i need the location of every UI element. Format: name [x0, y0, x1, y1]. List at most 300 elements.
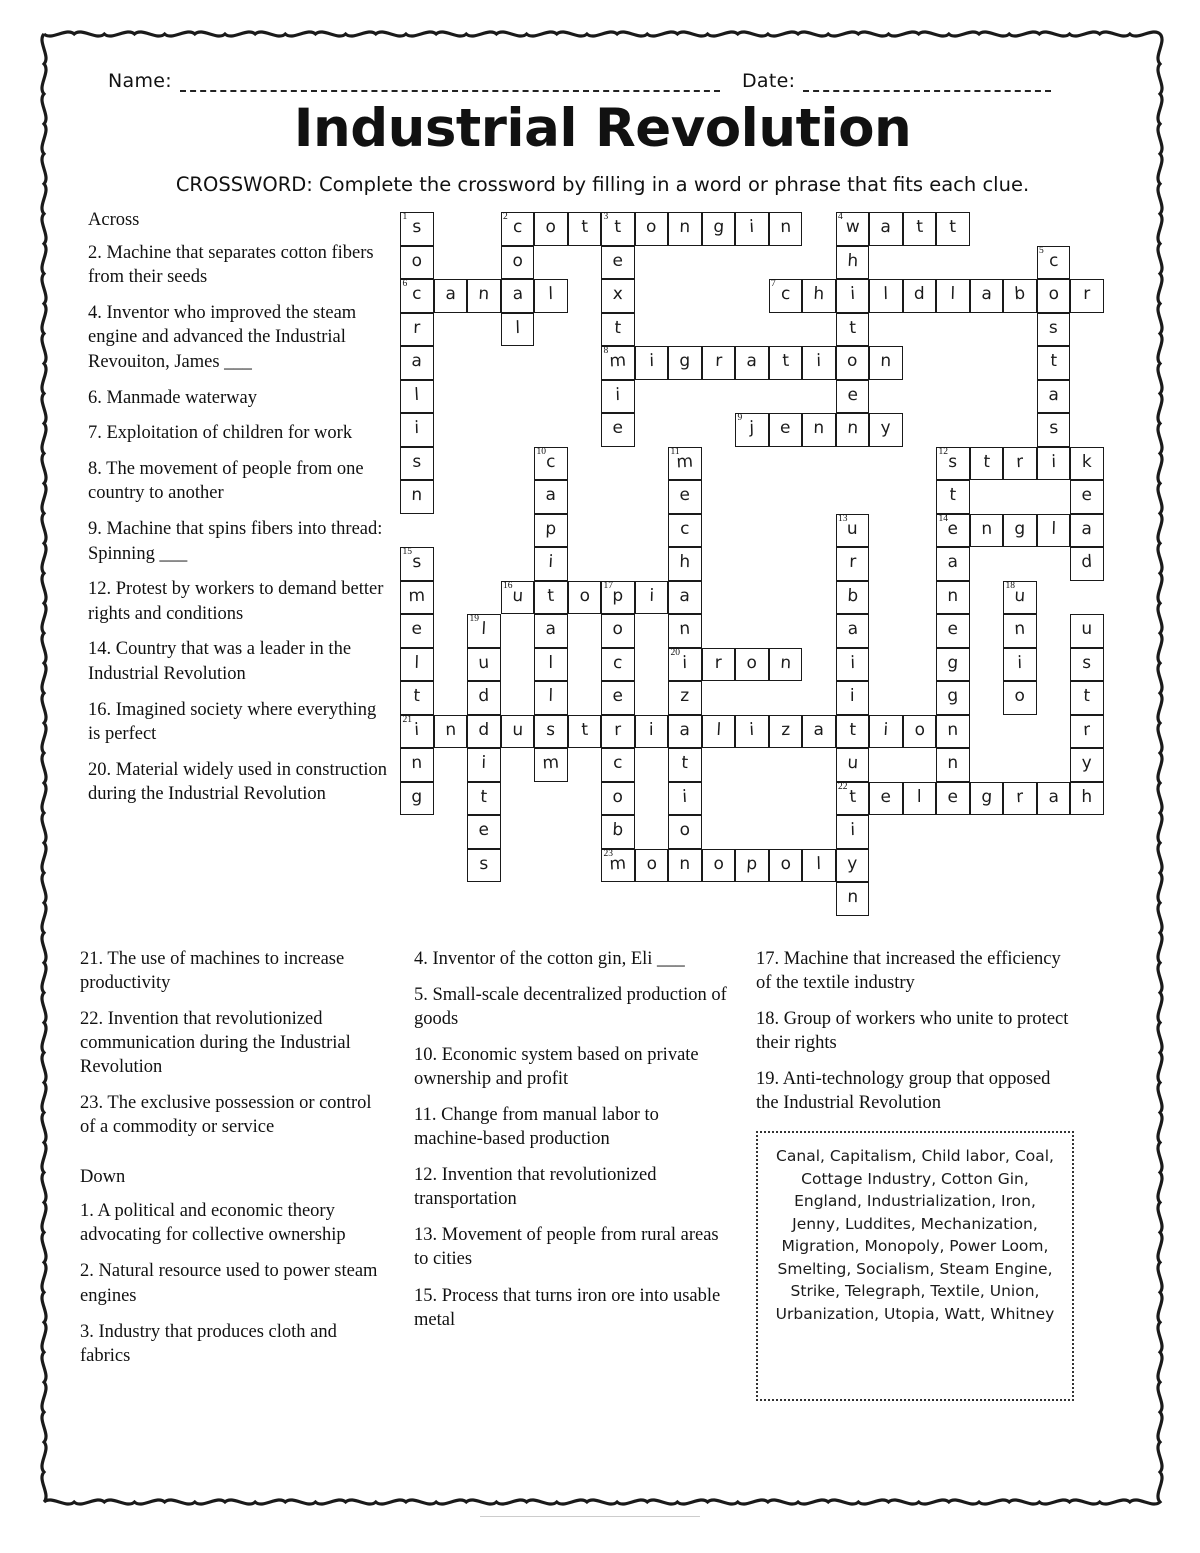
crossword-cell[interactable] — [802, 279, 836, 313]
crossword-cell[interactable] — [769, 715, 803, 749]
crossword-cell[interactable] — [668, 849, 702, 883]
cell-number: 11 — [670, 446, 680, 457]
crossword-cell[interactable] — [869, 413, 903, 447]
crossword-cell[interactable] — [668, 547, 702, 581]
clue-across-2: 2. Machine that separates cotton fibers from their seeds — [88, 242, 374, 288]
footer-divider — [480, 1516, 700, 1517]
cell-letter: a — [1080, 518, 1093, 539]
cell-number: 17 — [603, 580, 613, 591]
clue-down-15: 15. Process that turns iron ore into usable metal — [414, 1285, 721, 1330]
cell-letter: u — [1081, 619, 1093, 639]
crossword-cell[interactable] — [1037, 313, 1071, 347]
date-input-line[interactable] — [803, 72, 1051, 92]
crossword-cell[interactable] — [802, 413, 836, 447]
cell-letter: e — [611, 685, 624, 707]
clue-down-4: 4. Inventor of the cotton gin, Eli ___ — [414, 949, 685, 969]
crossword-cell[interactable] — [702, 715, 736, 749]
cell-letter: t — [948, 484, 957, 506]
cell-number: 4 — [838, 212, 843, 222]
crossword-cell[interactable] — [534, 614, 568, 648]
crossword-cell[interactable] — [400, 547, 434, 581]
crossword-cell[interactable] — [769, 212, 803, 246]
cell-letter: n — [980, 518, 992, 539]
crossword-cell[interactable] — [501, 581, 535, 615]
crossword-cell[interactable] — [735, 346, 769, 380]
crossword-cell[interactable] — [601, 849, 635, 883]
cell-number: 18 — [1005, 580, 1015, 591]
crossword-cell[interactable] — [534, 447, 568, 481]
crossword-cell[interactable] — [1037, 413, 1071, 447]
cell-letter: s — [1082, 652, 1092, 673]
clue-down-17: 17. Machine that increased the efficiency of the textile industry — [756, 949, 1061, 994]
crossword-cell[interactable] — [702, 346, 736, 380]
crossword-cell[interactable] — [501, 279, 535, 313]
cell-letter: e — [679, 484, 691, 506]
crossword-cell[interactable] — [601, 279, 635, 313]
crossword-cell[interactable] — [936, 212, 970, 246]
name-label: Name: — [108, 70, 172, 92]
crossword-cell[interactable] — [601, 681, 635, 715]
crossword-cell[interactable] — [1070, 748, 1104, 782]
crossword-cell[interactable] — [836, 681, 870, 715]
cell-letter: j — [749, 417, 755, 439]
cell-letter: h — [1081, 786, 1093, 807]
crossword-cell[interactable] — [836, 313, 870, 347]
cell-letter: r — [1082, 719, 1091, 740]
clue-across-8: 8. The movement of people from one country to another — [88, 458, 364, 504]
clue-down-12: 12. Invention that revolutionized transportation — [414, 1165, 657, 1210]
crossword-cell[interactable] — [936, 480, 970, 514]
cell-letter: i — [849, 819, 855, 841]
cell-letter: a — [545, 485, 556, 505]
cell-letter: m — [608, 350, 627, 372]
cell-letter: o — [679, 819, 691, 841]
crossword-cell[interactable] — [802, 346, 836, 380]
name-input-line[interactable] — [180, 72, 720, 92]
crossword-cell[interactable] — [467, 614, 501, 648]
crossword-cell[interactable] — [467, 279, 501, 313]
crossword-cell[interactable] — [501, 715, 535, 749]
crossword-cell[interactable] — [1070, 648, 1104, 682]
cell-letter: a — [947, 551, 959, 573]
crossword-cell[interactable] — [501, 313, 535, 347]
crossword-cell[interactable] — [769, 413, 803, 447]
crossword-cell[interactable] — [735, 212, 769, 246]
crossword-cell[interactable] — [936, 715, 970, 749]
cell-letter: i — [849, 652, 855, 673]
crossword-cell[interactable] — [400, 648, 434, 682]
crossword-cell[interactable] — [668, 480, 702, 514]
crossword-cell[interactable] — [635, 346, 669, 380]
crossword-cell[interactable] — [903, 212, 937, 246]
crossword-cell[interactable] — [836, 547, 870, 581]
crossword-cell[interactable] — [1070, 514, 1104, 548]
crossword-cell[interactable] — [936, 514, 970, 548]
crossword-cell[interactable] — [869, 782, 903, 816]
crossword-cell[interactable] — [467, 782, 501, 816]
crossword-cell[interactable] — [635, 581, 669, 615]
crossword-cell[interactable] — [1037, 782, 1071, 816]
crossword-grid[interactable] — [400, 212, 1120, 937]
cell-letter: n — [477, 283, 490, 305]
crossword-cell[interactable] — [1003, 447, 1037, 481]
crossword-cell[interactable] — [568, 715, 602, 749]
crossword-cell[interactable] — [936, 547, 970, 581]
crossword-cell[interactable] — [668, 614, 702, 648]
crossword-cell[interactable] — [400, 581, 434, 615]
cell-letter: t — [781, 350, 790, 372]
crossword-cell[interactable] — [601, 715, 635, 749]
cell-letter: t — [915, 216, 924, 238]
crossword-cell[interactable] — [836, 748, 870, 782]
crossword-cell[interactable] — [869, 346, 903, 380]
crossword-cell[interactable] — [936, 648, 970, 682]
crossword-cell[interactable] — [534, 648, 568, 682]
crossword-cell[interactable] — [668, 748, 702, 782]
cell-letter: e — [780, 418, 791, 438]
crossword-cell[interactable] — [400, 681, 434, 715]
lower-clue-columns — [80, 947, 1125, 1401]
cell-letter: n — [1013, 618, 1026, 640]
crossword-cell[interactable] — [400, 782, 434, 816]
crossword-cell[interactable] — [601, 748, 635, 782]
crossword-cell[interactable] — [836, 614, 870, 648]
crossword-cell[interactable] — [400, 715, 434, 749]
crossword-cell[interactable] — [1003, 614, 1037, 648]
crossword-cell[interactable] — [400, 447, 434, 481]
cell-letter: t — [680, 752, 689, 774]
crossword-cell[interactable] — [400, 279, 434, 313]
crossword-cell[interactable] — [970, 514, 1004, 548]
cell-letter: y — [1081, 752, 1093, 774]
cell-letter: p — [545, 518, 557, 539]
crossword-cell[interactable] — [1070, 715, 1104, 749]
clue-across-6: 6. Manmade waterway — [88, 387, 258, 408]
crossword-cell[interactable] — [601, 413, 635, 447]
cell-letter: u — [511, 719, 523, 740]
crossword-cell[interactable] — [869, 279, 903, 313]
crossword-cell[interactable] — [1003, 279, 1037, 313]
cell-letter: g — [946, 652, 959, 673]
crossword-cell[interactable] — [668, 346, 702, 380]
crossword-cell[interactable] — [936, 681, 970, 715]
clue-down-10: 10. Economic system based on private ownership and profit — [414, 1045, 699, 1090]
cell-letter: o — [612, 786, 624, 807]
cell-letter: i — [1017, 652, 1023, 673]
crossword-cell[interactable] — [601, 581, 635, 615]
clue-across-12: 12. Protest by workers to demand better rights and conditions — [88, 579, 384, 624]
cell-letter: z — [780, 719, 790, 740]
crossword-cell[interactable] — [735, 413, 769, 447]
crossword-cell[interactable] — [601, 212, 635, 246]
crossword-cell[interactable] — [400, 246, 434, 280]
cell-letter: s — [411, 551, 422, 573]
cell-letter: d — [478, 719, 490, 740]
cell-letter: a — [678, 585, 691, 606]
crossword-cell[interactable] — [501, 212, 535, 246]
crossword-cell[interactable] — [1070, 614, 1104, 648]
cell-letter: t — [613, 317, 622, 338]
crossword-cell[interactable] — [869, 715, 903, 749]
cell-number: 8 — [603, 346, 609, 356]
cell-letter: l — [950, 283, 956, 305]
crossword-cell[interactable] — [936, 614, 970, 648]
cell-number: 12 — [938, 446, 948, 457]
cell-number: 6 — [402, 279, 408, 289]
cell-letter: a — [511, 283, 524, 305]
crossword-cell[interactable] — [936, 279, 970, 313]
cell-letter: t — [848, 719, 856, 740]
crossword-cell[interactable] — [400, 748, 434, 782]
crossword-cell[interactable] — [1003, 581, 1037, 615]
crossword-cell[interactable] — [836, 514, 870, 548]
crossword-cell[interactable] — [836, 715, 870, 749]
cell-letter: l — [916, 786, 922, 807]
cell-letter: c — [545, 451, 556, 472]
cell-letter: o — [847, 351, 858, 371]
clue-column-1 — [80, 947, 390, 1401]
cell-letter: s — [412, 451, 422, 472]
crossword-cell[interactable] — [400, 413, 434, 447]
crossword-cell[interactable] — [400, 380, 434, 414]
crossword-cell[interactable] — [434, 715, 468, 749]
cell-letter: m — [608, 853, 627, 874]
crossword-cell[interactable] — [1070, 782, 1104, 816]
cell-letter: y — [880, 417, 892, 439]
crossword-cell[interactable] — [1037, 380, 1071, 414]
crossword-cell[interactable] — [836, 882, 870, 916]
crossword-cell[interactable] — [702, 212, 736, 246]
crossword-cell[interactable] — [668, 581, 702, 615]
crossword-cell[interactable] — [936, 447, 970, 481]
crossword-cell[interactable] — [836, 648, 870, 682]
crossword-cell[interactable] — [1003, 514, 1037, 548]
cell-letter: u — [846, 752, 859, 774]
instructions-text: CROSSWORD: Complete the crossword by filling in a word or phrase that fits each clue. — [175, 173, 1030, 196]
crossword-cell[interactable] — [1003, 681, 1037, 715]
crossword-cell[interactable] — [668, 681, 702, 715]
clue-down-3: 3. Industry that produces cloth and fabrics — [80, 1321, 337, 1366]
cell-letter: o — [913, 719, 926, 740]
cell-letter: i — [413, 719, 420, 740]
crossword-cell[interactable] — [601, 380, 635, 414]
crossword-cell[interactable] — [534, 279, 568, 313]
crossword-cell[interactable] — [534, 581, 568, 615]
crossword-cell[interactable] — [1070, 547, 1104, 581]
crossword-cell[interactable] — [836, 246, 870, 280]
clue-down-2: 2. Natural resource used to power steam engines — [80, 1261, 378, 1306]
cell-letter: r — [848, 551, 857, 573]
crossword-cell[interactable] — [534, 514, 568, 548]
cell-letter: h — [679, 551, 691, 573]
cell-letter: e — [1081, 484, 1093, 506]
crossword-cell[interactable] — [668, 212, 702, 246]
crossword-cell[interactable] — [802, 849, 836, 883]
cell-number: 23 — [603, 848, 613, 859]
crossword-cell[interactable] — [467, 748, 501, 782]
cell-letter: n — [411, 752, 423, 774]
cell-letter: o — [612, 618, 624, 640]
cell-letter: c — [613, 753, 623, 773]
crossword-cell[interactable] — [668, 715, 702, 749]
crossword-cell[interactable] — [903, 782, 937, 816]
cell-letter: l — [715, 719, 722, 740]
crossword-cell[interactable] — [802, 715, 836, 749]
crossword-cell[interactable] — [936, 782, 970, 816]
crossword-cell[interactable] — [1070, 480, 1104, 514]
cell-letter: o — [1047, 283, 1059, 305]
crossword-cell[interactable] — [836, 849, 870, 883]
crossword-cell[interactable] — [970, 782, 1004, 816]
crossword-cell[interactable] — [735, 648, 769, 682]
crossword-cell[interactable] — [970, 279, 1004, 313]
cell-letter: a — [1047, 384, 1060, 405]
crossword-cell[interactable] — [635, 212, 669, 246]
cell-letter: s — [411, 216, 422, 238]
cell-letter: e — [947, 618, 959, 640]
clue-down-11: 11. Change from manual labor to machine-based production — [414, 1105, 659, 1150]
crossword-cell[interactable] — [836, 782, 870, 816]
crossword-cell[interactable] — [769, 648, 803, 682]
crossword-cell[interactable] — [400, 212, 434, 246]
cell-letter: n — [779, 216, 791, 238]
cell-number: 3 — [603, 212, 609, 222]
crossword-cell[interactable] — [936, 748, 970, 782]
crossword-cell[interactable] — [467, 849, 501, 883]
crossword-cell[interactable] — [400, 614, 434, 648]
crossword-cell[interactable] — [702, 648, 736, 682]
crossword-cell[interactable] — [467, 648, 501, 682]
crossword-cell[interactable] — [601, 246, 635, 280]
crossword-cell[interactable] — [769, 346, 803, 380]
cell-letter: m — [408, 585, 426, 606]
crossword-cell[interactable] — [400, 346, 434, 380]
crossword-cell[interactable] — [601, 614, 635, 648]
crossword-cell[interactable] — [534, 212, 568, 246]
clue-down-1: 1. A political and economic theory advocating for collective ownership — [80, 1201, 346, 1246]
crossword-cell[interactable] — [568, 581, 602, 615]
crossword-cell[interactable] — [534, 480, 568, 514]
crossword-cell[interactable] — [601, 648, 635, 682]
crossword-cell[interactable] — [702, 849, 736, 883]
cell-letter: o — [645, 853, 657, 874]
crossword-cell[interactable] — [1037, 346, 1071, 380]
crossword-cell[interactable] — [769, 279, 803, 313]
crossword-cell[interactable] — [601, 346, 635, 380]
crossword-cell[interactable] — [467, 681, 501, 715]
clue-across-14: 14. Country that was a leader in the Industrial Revolution — [88, 639, 352, 684]
crossword-cell[interactable] — [1003, 648, 1037, 682]
crossword-cell[interactable] — [836, 346, 870, 380]
crossword-cell[interactable] — [668, 447, 702, 481]
crossword-cell[interactable] — [970, 447, 1004, 481]
crossword-cell[interactable] — [668, 514, 702, 548]
cell-letter: r — [412, 317, 421, 338]
crossword-cell[interactable] — [836, 581, 870, 615]
crossword-cell[interactable] — [836, 279, 870, 313]
crossword-cell[interactable] — [467, 815, 501, 849]
crossword-cell[interactable] — [769, 849, 803, 883]
crossword-cell[interactable] — [836, 413, 870, 447]
cell-letter: n — [679, 216, 691, 238]
crossword-cell[interactable] — [534, 547, 568, 581]
cell-letter: n — [779, 652, 792, 673]
crossword-cell[interactable] — [668, 815, 702, 849]
cell-letter: l — [816, 853, 822, 874]
cell-letter: a — [980, 283, 993, 305]
clue-down-5: 5. Small-scale decentralized production of goods — [414, 985, 727, 1030]
cell-letter: l — [548, 283, 554, 305]
cell-letter: h — [846, 250, 859, 271]
crossword-cell[interactable] — [400, 313, 434, 347]
word-bank — [756, 1131, 1074, 1401]
crossword-cell[interactable] — [668, 782, 702, 816]
cell-letter: n — [846, 417, 859, 439]
crossword-cell[interactable] — [1003, 782, 1037, 816]
crossword-cell[interactable] — [534, 748, 568, 782]
cell-number: 14 — [938, 513, 948, 524]
crossword-cell[interactable] — [1070, 447, 1104, 481]
cell-letter: w — [845, 216, 860, 238]
crossword-cell[interactable] — [534, 715, 568, 749]
crossword-cell[interactable] — [400, 480, 434, 514]
crossword-cell[interactable] — [534, 681, 568, 715]
clue-across-23: 23. The exclusive possession or control of a commodity or service — [80, 1093, 372, 1138]
crossword-cell[interactable] — [836, 815, 870, 849]
crossword-cell[interactable] — [501, 246, 535, 280]
crossword-cell[interactable] — [1037, 447, 1071, 481]
crossword-cell[interactable] — [635, 715, 669, 749]
crossword-cell[interactable] — [1037, 279, 1071, 313]
cell-letter: i — [748, 719, 755, 740]
crossword-cell[interactable] — [903, 279, 937, 313]
crossword-cell[interactable] — [836, 380, 870, 414]
cell-letter: i — [547, 551, 554, 573]
crossword-cell[interactable] — [836, 212, 870, 246]
crossword-cell[interactable] — [1037, 246, 1071, 280]
cell-letter: u — [477, 652, 490, 673]
crossword-cell[interactable] — [1037, 514, 1071, 548]
crossword-cell[interactable] — [601, 815, 635, 849]
crossword-cell[interactable] — [467, 715, 501, 749]
cell-letter: r — [1083, 284, 1091, 304]
crossword-cell[interactable] — [635, 849, 669, 883]
crossword-cell[interactable] — [434, 279, 468, 313]
crossword-cell[interactable] — [735, 849, 769, 883]
cell-letter: n — [813, 417, 825, 439]
crossword-cell[interactable] — [668, 648, 702, 682]
crossword-cell[interactable] — [568, 212, 602, 246]
cell-letter: e — [880, 786, 892, 807]
crossword-cell[interactable] — [903, 715, 937, 749]
clue-across-7: 7. Exploitation of children for work — [88, 423, 353, 444]
crossword-cell[interactable] — [1070, 279, 1104, 313]
cell-letter: c — [612, 652, 623, 673]
cell-letter: c — [412, 284, 422, 304]
crossword-cell[interactable] — [601, 782, 635, 816]
cell-letter: i — [681, 786, 688, 807]
crossword-cell[interactable] — [735, 715, 769, 749]
crossword-cell[interactable] — [601, 313, 635, 347]
crossword-cell[interactable] — [869, 212, 903, 246]
crossword-cell[interactable] — [1070, 681, 1104, 715]
cell-letter: t — [949, 216, 957, 238]
cell-number: 16 — [503, 580, 513, 591]
crossword-cell[interactable] — [936, 581, 970, 615]
cell-letter: o — [411, 250, 423, 271]
cell-letter: n — [411, 484, 423, 506]
cell-letter: i — [849, 283, 856, 305]
